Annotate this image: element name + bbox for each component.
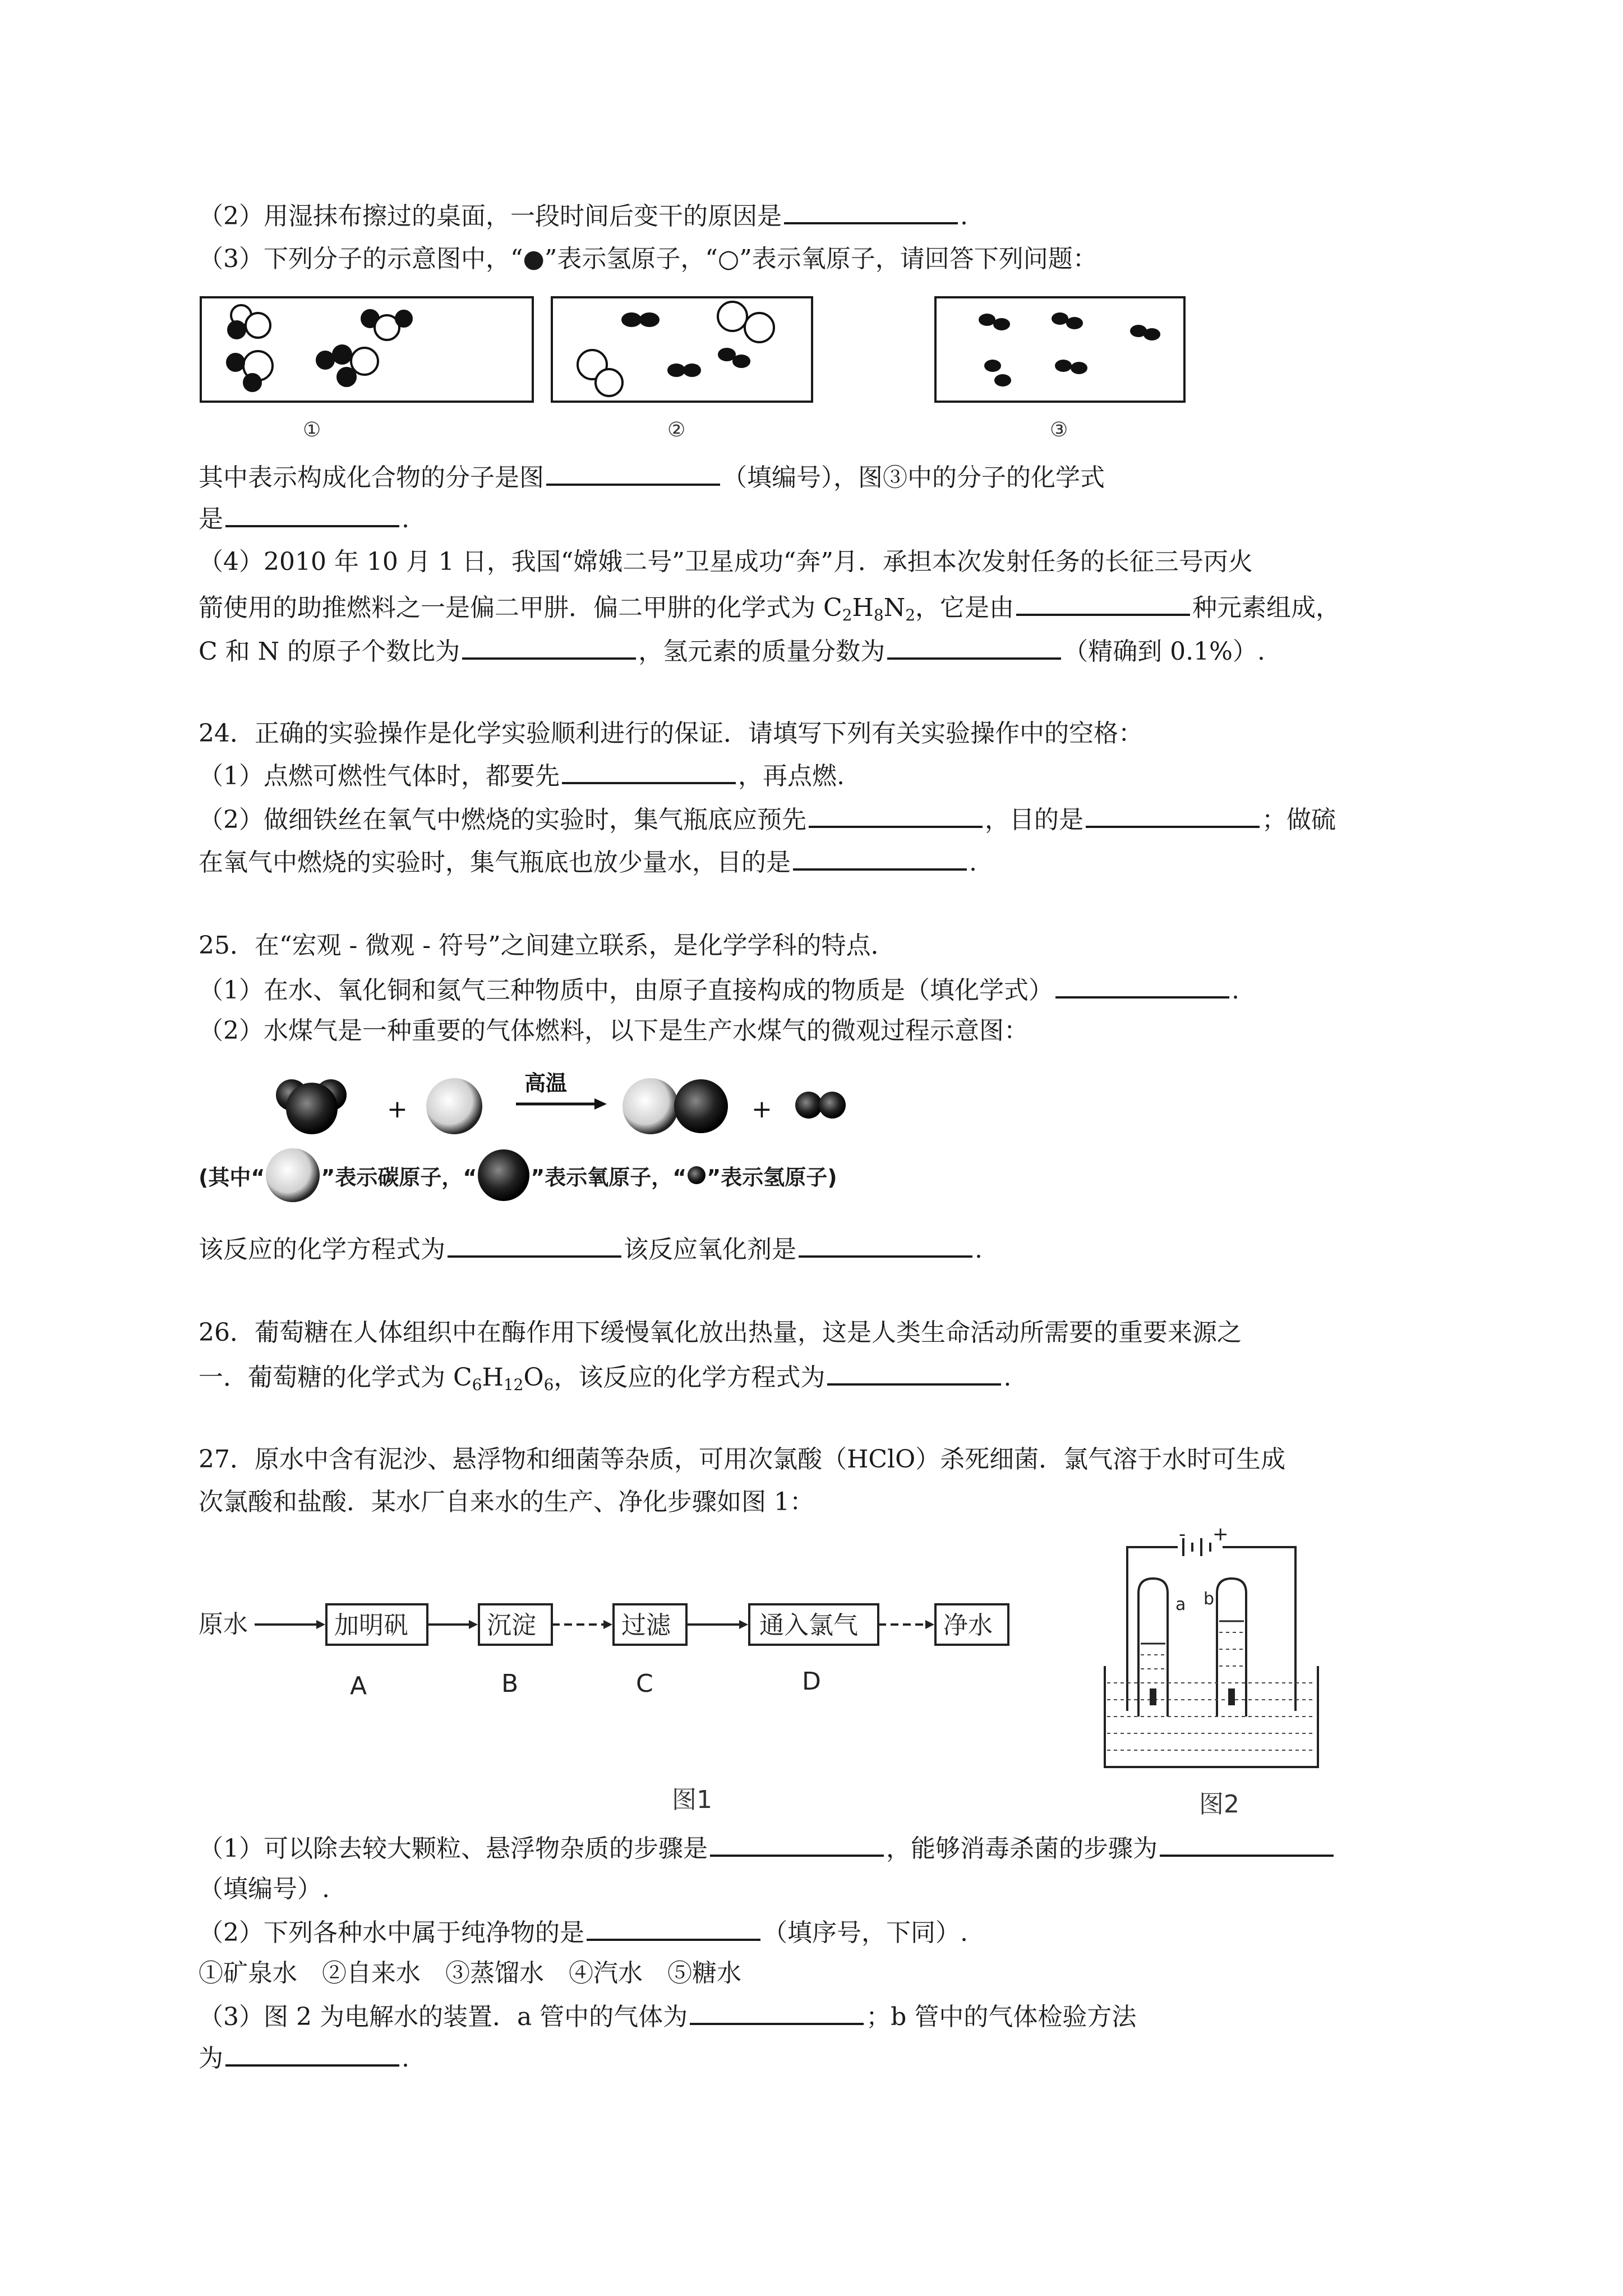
q23-part4a: （4）2010 年 10 月 1 日，我国“嫦娥二号”卫星成功“奔”月．承担本次发射任务的长征三号丙火 xyxy=(199,547,1253,576)
oxygen-atom-icon xyxy=(477,1148,531,1202)
molecule-diagram-3 xyxy=(937,298,1183,401)
plus-sign: + xyxy=(387,1095,408,1124)
molecule-diagram-2 xyxy=(553,298,811,401)
molecule-figure-3 xyxy=(934,296,1186,403)
q23-part4b: 箭使用的助推燃料之一是偏二甲肼．偏二甲肼的化学式为 $C_2H_8N_2$，它是由 种元素组成， xyxy=(199,589,1340,625)
carbon-atom-icon xyxy=(265,1147,321,1203)
answer-blank[interactable] xyxy=(448,1231,621,1258)
plus-sign: + xyxy=(751,1095,772,1124)
flow-step-4: 通入氯气 xyxy=(759,1611,858,1640)
q27-q1a: （1）可以除去较大颗粒、悬浮物杂质的步骤是 ，能够消毒杀菌的步骤为 xyxy=(199,1830,1336,1866)
q25-part2: （2）水煤气是一种重要的气体燃料，以下是生产水煤气的微观过程示意图： xyxy=(199,1016,1029,1045)
q24-part1: （1）点燃可燃性气体时，都要先 ，再点燃. xyxy=(199,757,845,793)
hydrogen-atom-icon xyxy=(795,1092,822,1119)
flow-letter-a: A xyxy=(350,1672,367,1700)
q27-q3b: 为 . xyxy=(199,2040,409,2076)
molecule-diagram-1 xyxy=(202,298,532,401)
answer-blank[interactable] xyxy=(827,1359,1001,1386)
answer-blank[interactable] xyxy=(225,500,399,527)
purification-flowchart xyxy=(199,1599,1029,1711)
answer-blank[interactable] xyxy=(1160,1830,1334,1857)
q26-line1: 26．葡萄糖在人体组织中在酶作用下缓慢氧化放出热量，这是人类生命活动所需要的重要来源之 xyxy=(199,1318,1242,1347)
answer-blank[interactable] xyxy=(562,757,736,784)
q23-part2: （2）用湿抹布擦过的桌面，一段时间后变干的原因是 . xyxy=(199,197,968,233)
q27-line1: 27．原水中含有泥沙、悬浮物和细菌等杂质，可用次氯酸（HClO）杀死细菌．氯气溶于水时可生成 xyxy=(199,1445,1286,1474)
answer-blank[interactable] xyxy=(690,1998,864,2025)
figure-2-caption: 图2 xyxy=(1199,1790,1239,1819)
q27-q1b: （填编号）. xyxy=(199,1875,330,1903)
q26-line2: 一．葡萄糖的化学式为 $C_6H_{12}O_6$，该反应的化学方程式为 . xyxy=(199,1359,1011,1395)
answer-blank[interactable] xyxy=(799,1231,972,1258)
answer-blank[interactable] xyxy=(1016,589,1190,616)
tube-label-a: a xyxy=(1175,1595,1186,1614)
answer-blank[interactable] xyxy=(546,459,720,486)
oxygen-atom-icon xyxy=(674,1079,728,1133)
flow-step-2: 沉淀 xyxy=(487,1611,536,1640)
battery-plus-icon: + xyxy=(1212,1523,1229,1545)
q27-options: ①矿泉水 ②自来水 ③蒸馏水 ④汽水 ⑤糖水 xyxy=(199,1959,741,1987)
answer-blank[interactable] xyxy=(710,1830,884,1857)
arrow-label: 高温 xyxy=(524,1071,568,1096)
q27-q2: （2）下列各种水中属于纯净物的是 （填序号，下同）. xyxy=(199,1914,968,1950)
carbon-atom-icon xyxy=(426,1078,482,1134)
reaction-legend: (其中“ ”表示碳原子，“ ”表示氧原子，“ ”表示氢原子) xyxy=(199,1144,837,1206)
flow-letter-d: D xyxy=(802,1667,821,1696)
flow-letter-c: C xyxy=(636,1669,653,1698)
oxygen-atom-icon xyxy=(286,1083,338,1134)
carbon-atom-icon xyxy=(623,1078,679,1134)
q23-part4c: C 和 N 的原子个数比为 ，氢元素的质量分数为 （精确到 0.1%）. xyxy=(199,633,1265,669)
q24-part2b: 在氧气中燃烧的实验时，集气瓶底也放少量水，目的是 . xyxy=(199,844,977,880)
q27-q3a: （3）图 2 为电解水的装置．a 管中的气体为 ；b 管中的气体检验方法 xyxy=(199,1998,1136,2034)
figure-label-3: ③ xyxy=(1050,418,1068,441)
answer-blank[interactable] xyxy=(887,633,1061,660)
q25-title: 25．在“宏观 - 微观 - 符号”之间建立联系，是化学学科的特点． xyxy=(199,931,896,960)
answer-blank[interactable] xyxy=(1055,972,1229,999)
q24-part2a: （2）做细铁丝在氧气中燃烧的实验时，集气瓶底应预先 ，目的是 ；做硫 xyxy=(199,801,1336,837)
molecule-figure-2 xyxy=(551,296,813,403)
hydrogen-atom-icon xyxy=(819,1092,846,1119)
flow-step-3: 过滤 xyxy=(621,1611,671,1640)
answer-blank[interactable] xyxy=(587,1914,760,1941)
tube-label-b: b xyxy=(1204,1589,1215,1609)
electrolysis-apparatus xyxy=(1094,1523,1329,1778)
figure-1-caption: 图1 xyxy=(672,1786,712,1814)
answer-blank[interactable] xyxy=(809,801,983,828)
q24-title: 24．正确的实验操作是化学实验顺利进行的保证．请填写下列有关实验操作中的空格： xyxy=(199,719,1143,748)
answer-blank[interactable] xyxy=(784,197,958,224)
figure-label-2: ② xyxy=(667,418,686,441)
battery-minus-icon: - xyxy=(1179,1523,1186,1545)
flow-end-label: 净水 xyxy=(943,1611,993,1640)
flow-start-label: 原水 xyxy=(199,1610,248,1639)
q23-part3b: 是 . xyxy=(199,500,409,536)
figure-label-1: ① xyxy=(303,418,321,441)
q25-part3: 该反应的化学方程式为 该反应氧化剂是 . xyxy=(199,1231,983,1267)
answer-blank[interactable] xyxy=(462,633,636,660)
flow-step-1: 加明矾 xyxy=(334,1611,408,1640)
molecule-figure-1 xyxy=(200,296,534,403)
q27-line2: 次氯酸和盐酸．某水厂自来水的生产、净化步骤如图 1： xyxy=(199,1488,814,1516)
hydrogen-atom-icon xyxy=(686,1165,707,1185)
answer-blank[interactable] xyxy=(1086,801,1260,828)
q23-part3: （3）下列分子的示意图中，“●”表示氢原子，“○”表示氧原子，请回答下列问题： xyxy=(199,245,1098,273)
q23-part3a: 其中表示构成化合物的分子是图 （填编号），图③中的分子的化学式 xyxy=(199,459,1105,495)
flow-letter-b: B xyxy=(501,1669,519,1698)
q25-part1: （1）在水、氧化铜和氦气三种物质中，由原子直接构成的物质是（填化学式） . xyxy=(199,972,1239,1007)
arrow-head-icon xyxy=(594,1098,607,1110)
answer-blank[interactable] xyxy=(225,2040,399,2067)
answer-blank[interactable] xyxy=(793,844,967,871)
